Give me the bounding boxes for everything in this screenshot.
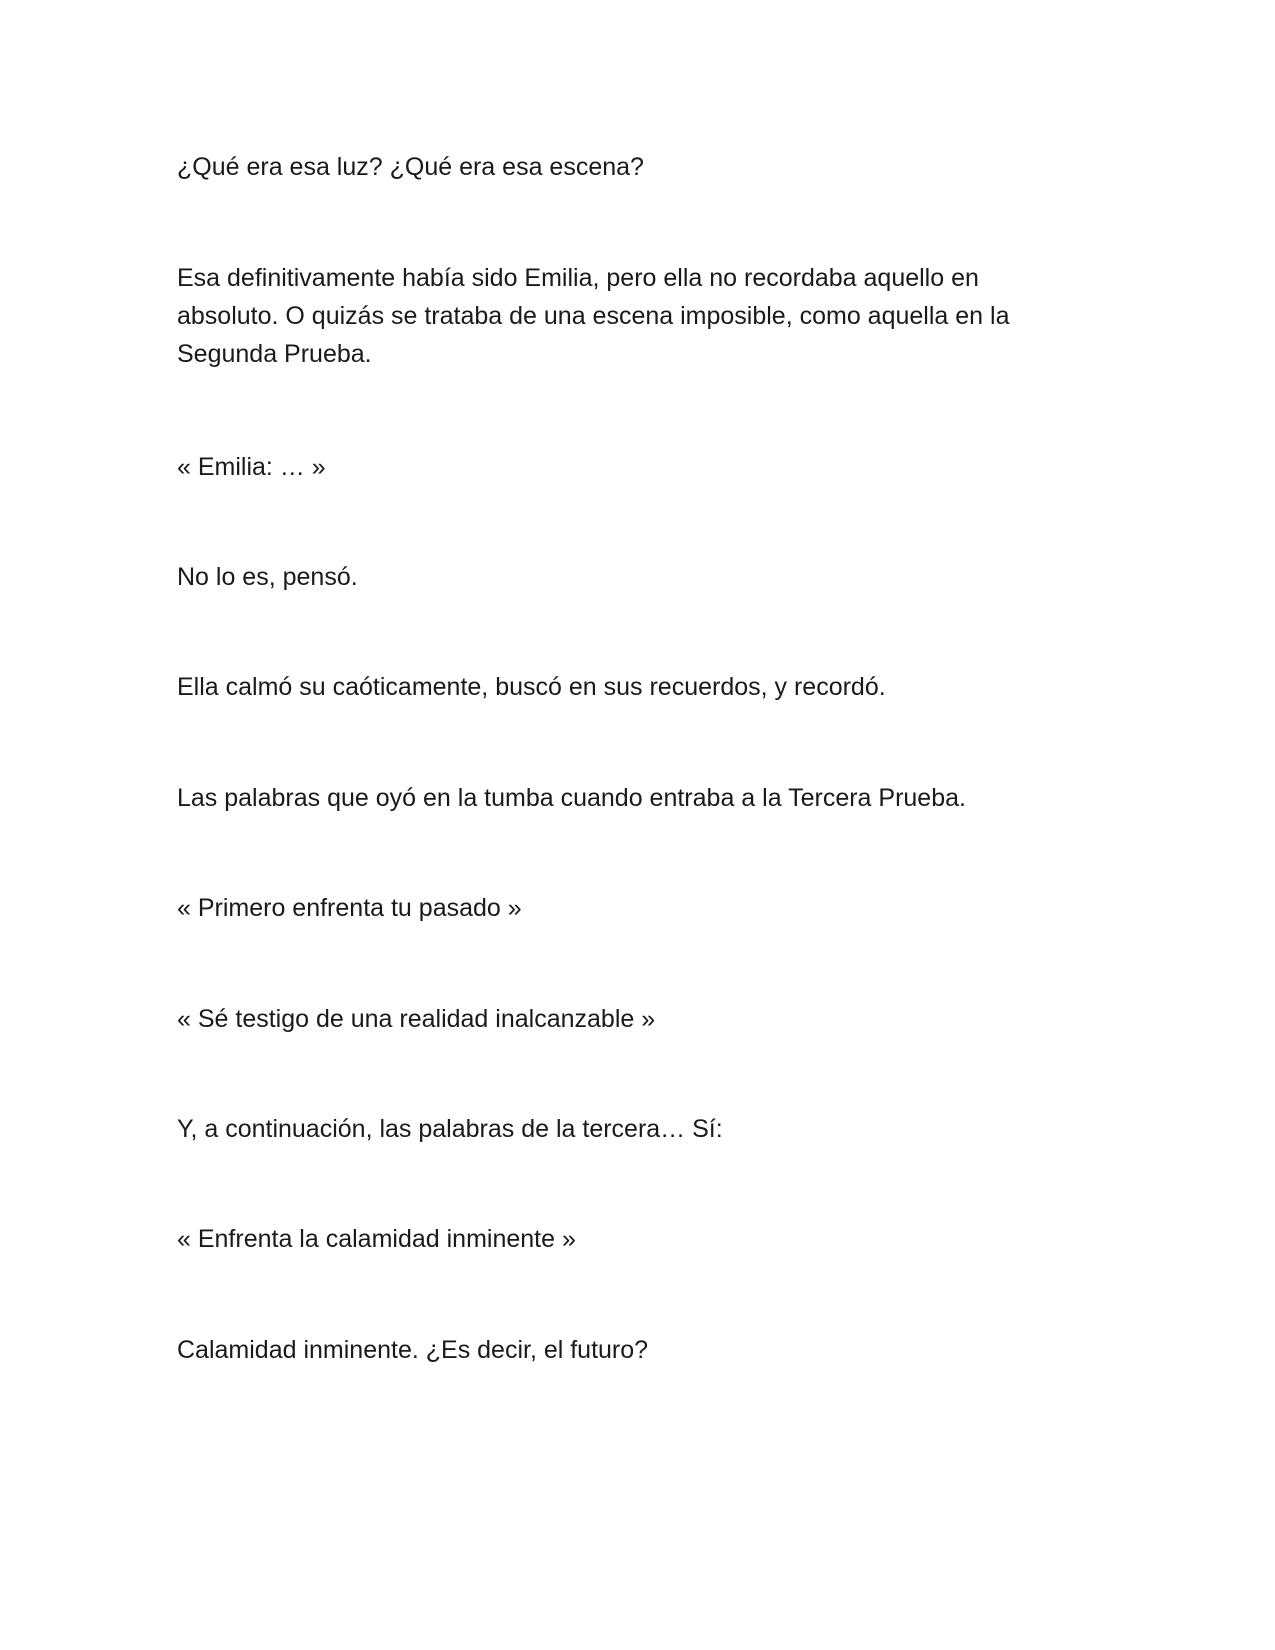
paragraph: [177, 668, 1077, 706]
text-line: « Primero enfrenta tu pasado »: [177, 894, 522, 922]
paragraph: [177, 558, 1077, 596]
text-line: « Enfrenta la calamidad inminente »: [177, 1225, 576, 1253]
paragraph: [177, 889, 1077, 927]
paragraph: [177, 148, 1077, 186]
paragraph: [177, 1110, 1077, 1148]
text-line: « Sé testigo de una realidad inalcanzable »: [177, 1005, 656, 1033]
text-line: Esa definitivamente había sido Emilia, pero ella no recordaba aquello en: [177, 264, 979, 292]
text-line: Calamidad inminente. ¿Es decir, el futuro?: [177, 1336, 649, 1364]
text-line: No lo es, pensó.: [177, 563, 358, 591]
text-line: Las palabras que oyó en la tumba cuando entraba a la Tercera Prueba.: [177, 784, 966, 812]
paragraph: [177, 779, 1077, 817]
paragraph: [177, 1220, 1077, 1258]
text-line: Y, a continuación, las palabras de la tercera… Sí:: [177, 1115, 723, 1143]
text-line: Segunda Prueba.: [177, 340, 372, 368]
text-line: « Emilia: … »: [177, 453, 326, 481]
text-line: absoluto. O quizás se trataba de una escena imposible, como aquella en la: [177, 302, 1010, 330]
paragraph: [177, 259, 1077, 373]
paragraph: [177, 1331, 1077, 1369]
paragraph: [177, 448, 1077, 486]
paragraph: [177, 1000, 1077, 1038]
text-line: ¿Qué era esa luz? ¿Qué era esa escena?: [177, 153, 644, 181]
text-line: Ella calmó su caóticamente, buscó en sus recuerdos, y recordó.: [177, 673, 886, 701]
